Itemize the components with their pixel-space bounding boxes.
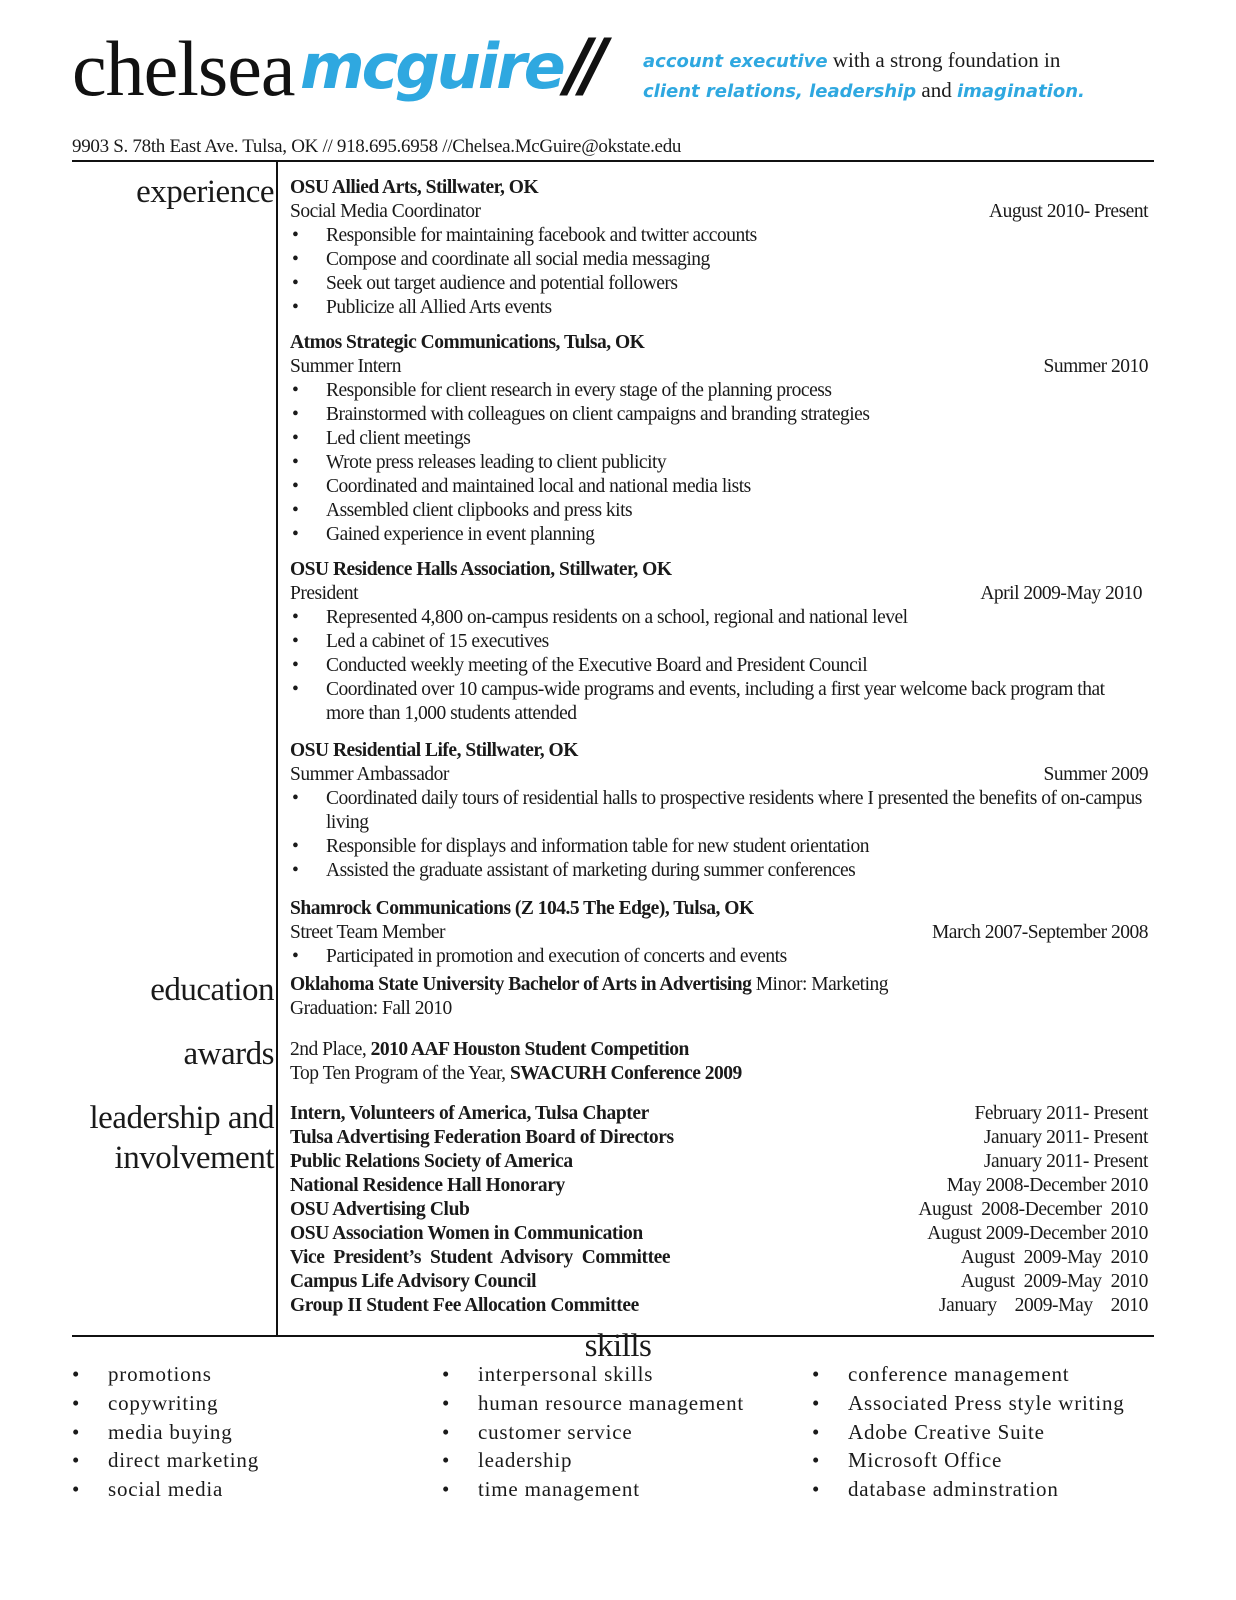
leadership-name: Public Relations Society of America	[290, 1151, 573, 1172]
award-prefix: Top Ten Program of the Year,	[290, 1063, 510, 1084]
award-item	[290, 1062, 742, 1086]
skill-item: • Microsoft Office	[812, 1446, 1125, 1475]
job-entry	[290, 176, 1148, 320]
leadership-dates: August 2009-December 2010	[927, 1223, 1148, 1244]
skill-item: • leadership	[442, 1446, 744, 1475]
job-bullet: • Responsible for displays and information table for new student orientation	[290, 835, 1148, 859]
job-entry	[290, 897, 1148, 969]
tagline-line-2	[643, 80, 1085, 101]
skill-item: • social media	[72, 1475, 259, 1504]
skill-item: • promotions	[72, 1360, 259, 1389]
skill-item: • database adminstration	[812, 1475, 1125, 1504]
last-name: mcguire	[300, 30, 563, 103]
award-item	[290, 1038, 689, 1062]
leadership-row	[290, 1102, 1148, 1126]
job-bullet: • Coordinated over 10 campus-wide programs and events, including a first year welcome back program that more than 1,000 students attended	[290, 678, 1148, 726]
job-bullet: • Gained experience in event planning	[290, 523, 1148, 547]
leadership-dates: January 2011- Present	[983, 1127, 1148, 1148]
tagline-and: and	[916, 78, 957, 102]
leadership-row	[290, 1198, 1148, 1222]
job-role: Summer Intern	[290, 356, 402, 377]
job-bullet: • Coordinated daily tours of residential halls to prospective residents where I presented the benefits of on-campus living	[290, 787, 1148, 835]
leadership-row	[290, 1270, 1148, 1294]
job-bullet: • Responsible for client research in every stage of the planning process	[290, 379, 1148, 403]
skill-item: • copywriting	[72, 1389, 259, 1418]
job-bullet: • Compose and coordinate all social media messaging	[290, 248, 1148, 272]
job-entry	[290, 739, 1148, 883]
education-minor: Minor: Marketing	[751, 974, 888, 995]
job-bullet: • Assembled client clipbooks and press kits	[290, 499, 1148, 523]
section-leadership-line-1: leadership and	[89, 1100, 274, 1136]
leadership-dates: January 2011- Present	[983, 1151, 1148, 1172]
leadership-dates: May 2008-December 2010	[946, 1175, 1148, 1196]
skills-column-2	[442, 1360, 744, 1504]
job-role: President	[290, 583, 359, 604]
section-leadership	[89, 1098, 274, 1179]
job-bullet: • Led client meetings	[290, 427, 1148, 451]
award-name: SWACURH Conference 2009	[509, 1063, 742, 1084]
leadership-dates: August 2009-May 2010	[960, 1271, 1148, 1292]
leadership-row	[290, 1126, 1148, 1150]
job-entry	[290, 558, 1148, 726]
vertical-divider	[276, 160, 278, 1337]
job-bullet: • Represented 4,800 on-campus residents on a school, regional and national level	[290, 606, 1148, 630]
top-divider	[72, 160, 1154, 162]
section-experience: experience	[136, 174, 274, 210]
job-role: Street Team Member	[290, 922, 445, 943]
tagline-role: account executive	[643, 51, 828, 72]
job-role: Social Media Coordinator	[290, 201, 481, 222]
job-role: Summer Ambassador	[290, 764, 449, 785]
education-degree: Oklahoma State University Bachelor of Arts in Advertising	[290, 974, 752, 995]
skills-title: skills	[584, 1328, 652, 1364]
skill-item: • customer service	[442, 1418, 744, 1447]
leadership-dates: August 2009-May 2010	[960, 1247, 1148, 1268]
leadership-name: OSU Association Women in Communication	[290, 1223, 643, 1244]
leadership-row	[290, 1174, 1148, 1198]
leadership-dates: January 2009-May 2010	[938, 1295, 1148, 1316]
leadership-name: OSU Advertising Club	[290, 1199, 470, 1220]
leadership-name: National Residence Hall Honorary	[290, 1175, 565, 1196]
job-bullet: • Seek out target audience and potential followers	[290, 272, 1148, 296]
job-bullet: • Brainstormed with colleagues on client campaigns and branding strategies	[290, 403, 1148, 427]
job-bullet: • Publicize all Allied Arts events	[290, 296, 1148, 320]
job-company: Shamrock Communications (Z 104.5 The Edge), Tulsa, OK	[290, 898, 754, 919]
tagline-strengths: client relations, leadership	[643, 81, 917, 102]
skill-item: • time management	[442, 1475, 744, 1504]
leadership-list	[290, 1102, 1148, 1318]
job-dates: Summer 2009	[1043, 764, 1148, 785]
skills-column-3	[812, 1360, 1125, 1504]
job-company: OSU Allied Arts, Stillwater, OK	[290, 177, 539, 198]
job-company: OSU Residential Life, Stillwater, OK	[290, 740, 578, 761]
leadership-name: Tulsa Advertising Federation Board of Directors	[290, 1127, 674, 1148]
job-bullet: • Assisted the graduate assistant of marketing during summer conferences	[290, 859, 1148, 883]
skill-item: • Associated Press style writing	[812, 1389, 1125, 1418]
job-bullet: • Wrote press releases leading to client publicity	[290, 451, 1148, 475]
tagline-line-1	[643, 50, 1060, 71]
job-bullet: • Participated in promotion and execution of concerts and events	[290, 945, 1148, 969]
contact-line: 9903 S. 78th East Ave. Tulsa, OK // 918.695.6958 //Chelsea.McGuire@okstate.edu	[72, 136, 682, 157]
leadership-row	[290, 1150, 1148, 1174]
skill-item: • direct marketing	[72, 1446, 259, 1475]
job-dates: August 2010- Present	[989, 201, 1148, 222]
tagline-text: with a strong foundation in	[827, 48, 1061, 72]
job-dates: Summer 2010	[1043, 356, 1148, 377]
first-name: chelsea	[72, 25, 295, 112]
job-dates: April 2009-May 2010	[980, 583, 1142, 604]
section-leadership-line-2: involvement	[114, 1140, 274, 1177]
job-bullet: • Led a cabinet of 15 executives	[290, 630, 1148, 654]
leadership-row	[290, 1246, 1148, 1270]
job-bullet: • Coordinated and maintained local and national media lists	[290, 475, 1148, 499]
job-bullet: • Responsible for maintaining facebook and twitter accounts	[290, 224, 1148, 248]
leadership-dates: August 2008-December 2010	[918, 1199, 1148, 1220]
job-company: OSU Residence Halls Association, Stillwater, OK	[290, 559, 672, 580]
tagline-imagination: imagination.	[956, 81, 1085, 102]
education-graduation: Graduation: Fall 2010	[290, 998, 452, 1019]
award-prefix: 2nd Place,	[290, 1039, 371, 1060]
skill-item: • interpersonal skills	[442, 1360, 744, 1389]
leadership-name: Campus Life Advisory Council	[290, 1271, 537, 1292]
leadership-name: Vice President’s Student Advisory Committee	[290, 1247, 671, 1268]
name-divider: //	[566, 24, 598, 106]
job-bullet: • Conducted weekly meeting of the Executive Board and President Council	[290, 654, 1148, 678]
leadership-row	[290, 1294, 1148, 1318]
job-entry	[290, 331, 1148, 547]
section-awards: awards	[183, 1036, 274, 1072]
job-dates: March 2007-September 2008	[931, 922, 1148, 943]
skill-item: • media buying	[72, 1418, 259, 1447]
education-degree-line	[290, 973, 888, 997]
skill-item: • conference management	[812, 1360, 1125, 1389]
award-name: 2010 AAF Houston Student Competition	[370, 1039, 689, 1060]
leadership-name: Group II Student Fee Allocation Committee	[290, 1295, 639, 1316]
skills-column-1	[72, 1360, 259, 1504]
skill-item: • Adobe Creative Suite	[812, 1418, 1125, 1447]
skill-item: • human resource management	[442, 1389, 744, 1418]
section-education: education	[150, 972, 274, 1008]
leadership-name: Intern, Volunteers of America, Tulsa Chapter	[290, 1103, 649, 1124]
leadership-dates: February 2011- Present	[974, 1103, 1148, 1124]
job-company: Atmos Strategic Communications, Tulsa, OK	[290, 332, 645, 353]
leadership-row	[290, 1222, 1148, 1246]
